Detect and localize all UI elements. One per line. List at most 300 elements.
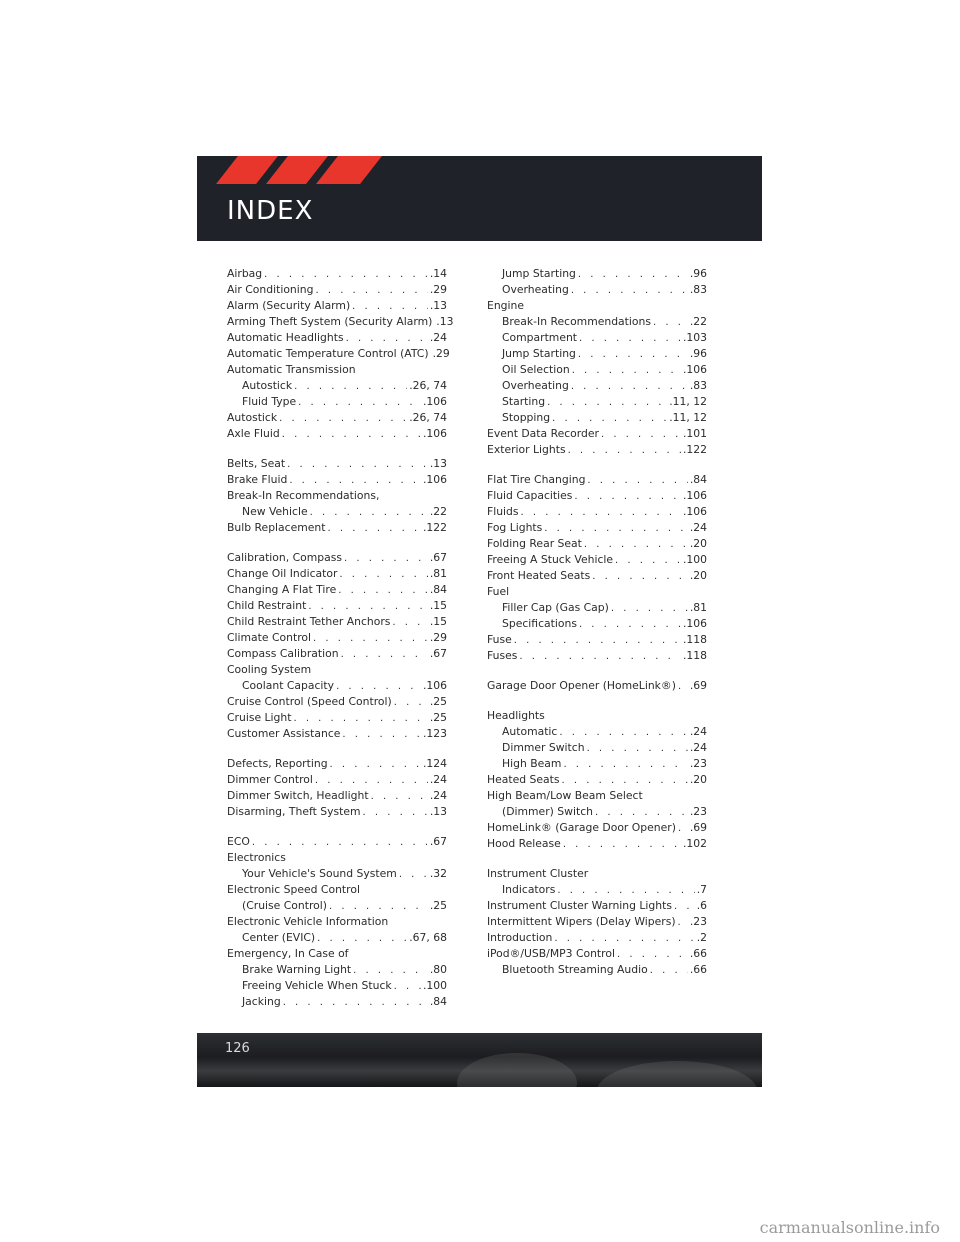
index-page-ref: .26, 74: [409, 411, 447, 424]
index-entry: [487, 330, 707, 346]
index-entry: [227, 550, 447, 566]
index-term: (Dimmer) Switch: [502, 805, 593, 818]
page-number: 126: [225, 1041, 250, 1056]
index-page-ref: .25: [429, 711, 447, 724]
dot-leader: [578, 347, 688, 363]
index-term: Garage Door Opener (HomeLink®): [487, 679, 676, 692]
index-entry: [487, 756, 707, 772]
index-term: Brake Warning Light: [242, 963, 352, 976]
dot-leader: [394, 695, 428, 711]
index-term: Introduction: [487, 931, 553, 944]
index-entry: [487, 442, 707, 458]
index-page-ref: .69: [689, 679, 707, 692]
dot-leader: [342, 727, 421, 743]
index-page-ref: .15: [429, 615, 447, 628]
index-term: Climate Control: [227, 631, 312, 644]
index-term: Electronic Speed Control: [227, 883, 360, 896]
watermark: carmanualsonline.info: [759, 1218, 940, 1237]
index-term: Axle Fluid: [227, 427, 280, 440]
index-page-ref: .25: [429, 899, 447, 912]
index-entry: [487, 708, 707, 724]
dot-leader: [615, 553, 681, 569]
index-page-ref: .22: [689, 315, 707, 328]
index-page-ref: .23: [689, 915, 707, 928]
index-page-ref: .67: [429, 551, 447, 564]
index-page-ref: .122: [682, 443, 707, 456]
index-entry: [227, 694, 447, 710]
dot-leader: [653, 315, 688, 331]
accent-stripe: [316, 156, 382, 184]
index-entry: [227, 410, 447, 426]
index-column-left: [227, 266, 454, 1010]
index-entry: [487, 836, 707, 852]
index-entry: [487, 472, 707, 488]
index-entry: [227, 930, 447, 946]
index-entry: [227, 834, 447, 850]
dot-leader: [352, 299, 428, 315]
dot-leader: [584, 537, 688, 553]
index-entry: [227, 772, 447, 788]
index-page-ref: .20: [689, 537, 707, 550]
index-term: Bulb Replacement: [227, 521, 326, 534]
dot-leader: [363, 805, 428, 821]
index-term: HomeLink® (Garage Door Opener): [487, 821, 676, 834]
index-entry: [487, 788, 707, 804]
index-entry: [227, 788, 447, 804]
index-entry: [487, 866, 707, 882]
dot-leader: [678, 915, 688, 931]
dot-leader: [674, 899, 695, 915]
index-entry: [487, 314, 707, 330]
index-term: Filler Cap (Gas Cap): [502, 601, 609, 614]
dot-leader: [578, 267, 688, 283]
dot-leader: [572, 363, 681, 379]
dot-leader: [521, 505, 681, 521]
index-term: Engine: [487, 299, 525, 312]
index-page-ref: .32: [429, 867, 447, 880]
index-entry: [487, 520, 707, 536]
index-term: Compass Calibration: [227, 647, 339, 660]
index-page-ref: .25: [429, 695, 447, 708]
index-entry: [227, 426, 447, 442]
index-page-ref: .106: [682, 617, 707, 630]
dot-leader: [346, 331, 428, 347]
index-page-ref: .106: [422, 473, 447, 486]
index-term: Indicators: [502, 883, 556, 896]
index-page-ref: .124: [422, 757, 447, 770]
index-term: Fluid Capacities: [487, 489, 573, 502]
index-entry: [227, 394, 447, 410]
index-term: Event Data Recorder: [487, 427, 599, 440]
index-page-ref: .26, 74: [409, 379, 447, 392]
index-entry: [227, 282, 447, 298]
index-entry: [487, 378, 707, 394]
dot-leader: [571, 379, 688, 395]
dot-leader: [298, 395, 421, 411]
index-entry: [487, 898, 707, 914]
index-entry: [227, 630, 447, 646]
index-term: Stopping: [502, 411, 551, 424]
index-page-ref: .81: [429, 567, 447, 580]
dot-leader: [579, 331, 681, 347]
index-term: Bluetooth Streaming Audio: [502, 963, 648, 976]
index-page-ref: .13: [429, 457, 447, 470]
dot-leader: [264, 267, 428, 283]
index-term: Autostick: [242, 379, 293, 392]
index-term: Automatic: [502, 725, 558, 738]
index-page-ref: .20: [689, 569, 707, 582]
index-entry: [227, 362, 447, 378]
footer-decoration: [597, 1061, 757, 1087]
index-entry: [227, 946, 447, 962]
index-term: Automatic Temperature Control (ATC): [227, 347, 429, 360]
index-entry: [227, 962, 447, 978]
index-page-ref: .67: [429, 647, 447, 660]
index-entry: [487, 504, 707, 520]
index-entry: [227, 314, 454, 330]
index-page-ref: .106: [682, 489, 707, 502]
index-term: Cooling System: [227, 663, 312, 676]
index-page-ref: .11, 12: [669, 411, 707, 424]
index-term: Air Conditioning: [227, 283, 314, 296]
index-entry: [487, 298, 707, 314]
index-page-ref: .29: [429, 631, 447, 644]
index-term: Overheating: [502, 283, 569, 296]
index-entry: [227, 472, 447, 488]
dot-leader: [562, 773, 688, 789]
dot-leader: [579, 617, 681, 633]
dot-leader: [601, 427, 681, 443]
index-entry: [487, 740, 707, 756]
index-term: Starting: [502, 395, 546, 408]
dot-leader: [519, 649, 681, 665]
index-entry: [227, 504, 447, 520]
index-page-ref: .102: [682, 837, 707, 850]
index-term: Defects, Reporting: [227, 757, 328, 770]
index-term: Fog Lights: [487, 521, 543, 534]
index-page-ref: .20: [689, 773, 707, 786]
index-page-ref: .100: [422, 979, 447, 992]
dot-leader: [294, 379, 407, 395]
dot-leader: [289, 473, 421, 489]
index-term: Coolant Capacity: [242, 679, 335, 692]
index-entry: [487, 678, 707, 694]
dot-leader: [587, 473, 687, 489]
dot-leader: [678, 821, 688, 837]
index-entry: [227, 662, 447, 678]
index-entry: [487, 882, 707, 898]
index-term: Compartment: [502, 331, 578, 344]
index-term: Electronic Vehicle Information: [227, 915, 389, 928]
index-term: Emergency, In Case of: [227, 947, 349, 960]
dot-leader: [338, 583, 428, 599]
index-term: Airbag: [227, 267, 263, 280]
index-term: Child Restraint Tether Anchors: [227, 615, 391, 628]
index-page-ref: .106: [422, 427, 447, 440]
index-term: Jump Starting: [502, 347, 576, 360]
index-entry: [227, 850, 447, 866]
dot-leader: [399, 867, 428, 883]
index-term: Child Restraint: [227, 599, 307, 612]
index-page-ref: .14: [429, 267, 447, 280]
index-term: Change Oil Indicator: [227, 567, 338, 580]
index-term: Headlights: [487, 709, 545, 722]
index-entry: [227, 488, 447, 504]
index-entry: [227, 582, 447, 598]
index-entry: [487, 552, 707, 568]
index-entry: [227, 330, 447, 346]
index-entry: [487, 946, 707, 962]
index-page-ref: .29: [432, 347, 450, 360]
index-term: Flat Tire Changing: [487, 473, 586, 486]
index-page-ref: .24: [429, 773, 447, 786]
dot-leader: [279, 411, 407, 427]
index-entry: [487, 488, 707, 504]
index-term: Hood Release: [487, 837, 561, 850]
index-term: Break-In Recommendations: [502, 315, 651, 328]
index-entry: [227, 726, 447, 742]
dot-leader: [611, 601, 688, 617]
index-entry: [487, 632, 707, 648]
index-entry: [227, 710, 447, 726]
dot-leader: [282, 427, 421, 443]
index-entry: [227, 456, 447, 472]
index-entry: [227, 598, 447, 614]
index-entry: [487, 394, 707, 410]
index-page-ref: .22: [429, 505, 447, 518]
index-term: Center (EVIC): [242, 931, 316, 944]
index-page-ref: .84: [429, 583, 447, 596]
index-entry: [227, 298, 447, 314]
index-term: High Beam: [502, 757, 562, 770]
dot-leader: [592, 569, 688, 585]
index-term: Freeing Vehicle When Stuck: [242, 979, 392, 992]
index-page-ref: .29: [429, 283, 447, 296]
dot-leader: [293, 711, 427, 727]
dot-leader: [252, 835, 428, 851]
index-entry: [487, 410, 707, 426]
dot-leader: [353, 963, 428, 979]
index-term: Belts, Seat: [227, 457, 286, 470]
index-page-ref: .67: [429, 835, 447, 848]
index-term: Your Vehicle's Sound System: [242, 867, 397, 880]
index-term: Exterior Lights: [487, 443, 566, 456]
index-entry: [487, 584, 707, 600]
index-page-ref: .106: [682, 505, 707, 518]
dot-leader: [559, 725, 687, 741]
dot-leader: [557, 883, 694, 899]
index-term: New Vehicle: [242, 505, 308, 518]
dot-leader: [339, 567, 427, 583]
index-entry: [227, 566, 447, 582]
index-term: Front Heated Seats: [487, 569, 591, 582]
dot-leader: [341, 647, 428, 663]
index-page-ref: .96: [689, 267, 707, 280]
index-page-ref: .81: [689, 601, 707, 614]
dot-leader: [327, 521, 420, 537]
index-entry: [487, 772, 707, 788]
index-page-ref: .69: [689, 821, 707, 834]
index-term: Automatic Transmission: [227, 363, 356, 376]
index-entry: [227, 678, 447, 694]
index-page-ref: .80: [429, 963, 447, 976]
dot-leader: [514, 633, 681, 649]
dot-leader: [587, 741, 688, 757]
index-page-ref: .83: [689, 379, 707, 392]
index-term: Cruise Light: [227, 711, 292, 724]
index-page-ref: .103: [682, 331, 707, 344]
index-entry: [487, 914, 707, 930]
index-term: Alarm (Security Alarm): [227, 299, 351, 312]
dot-leader: [329, 899, 428, 915]
index-page-ref: .83: [689, 283, 707, 296]
index-page-ref: .96: [689, 347, 707, 360]
index-entry: [487, 282, 707, 298]
index-entry: [227, 756, 447, 772]
index-page-ref: .11, 12: [669, 395, 707, 408]
index-term: Brake Fluid: [227, 473, 288, 486]
index-term: iPod®/USB/MP3 Control: [487, 947, 615, 960]
index-term: Customer Assistance: [227, 727, 341, 740]
index-term: Automatic Headlights: [227, 331, 344, 344]
index-entry: [227, 978, 447, 994]
index-entry: [227, 266, 447, 282]
index-term: Dimmer Switch: [502, 741, 585, 754]
index-page-ref: .101: [682, 427, 707, 440]
index-page-ref: .23: [689, 805, 707, 818]
index-page-ref: .13: [429, 299, 447, 312]
index-page-ref: .84: [429, 995, 447, 1008]
index-page-ref: .15: [429, 599, 447, 612]
index-entry: [227, 994, 447, 1010]
dot-leader: [317, 931, 407, 947]
index-entry: [487, 536, 707, 552]
index-entry: [227, 914, 447, 930]
index-term: (Cruise Control): [242, 899, 327, 912]
index-entry: [227, 882, 447, 898]
dot-leader: [552, 411, 667, 427]
index-entry: [487, 346, 707, 362]
index-page-ref: .66: [689, 947, 707, 960]
index-term: Fuse: [487, 633, 512, 646]
index-page-ref: .122: [422, 521, 447, 534]
index-page-ref: .23: [689, 757, 707, 770]
index-term: Dimmer Switch, Headlight: [227, 789, 369, 802]
index-entry: [227, 346, 450, 362]
index-page-ref: .13: [429, 805, 447, 818]
index-entry: [487, 266, 707, 282]
index-entry: [487, 804, 707, 820]
index-page-ref: .24: [689, 725, 707, 738]
dot-leader: [344, 551, 428, 567]
index-page-ref: .66: [689, 963, 707, 976]
index-term: Arming Theft System (Security Alarm): [227, 315, 433, 328]
index-page-ref: .2: [696, 931, 707, 944]
index-term: Heated Seats: [487, 773, 560, 786]
index-page-ref: .106: [422, 679, 447, 692]
index-term: Instrument Cluster Warning Lights: [487, 899, 672, 912]
index-page-ref: .106: [682, 363, 707, 376]
index-page-ref: .24: [689, 741, 707, 754]
index-page-ref: .6: [696, 899, 707, 912]
index-entry: [227, 866, 447, 882]
page-title: INDEX: [227, 196, 314, 226]
dot-leader: [315, 283, 427, 299]
index-entry: [227, 804, 447, 820]
index-term: Calibration, Compass: [227, 551, 342, 564]
index-page-ref: .24: [689, 521, 707, 534]
index-column-right: [487, 266, 707, 978]
index-term: Fuel: [487, 585, 510, 598]
index-term: Changing A Flat Tire: [227, 583, 337, 596]
index-entry: [487, 362, 707, 378]
index-term: Break-In Recommendations,: [227, 489, 380, 502]
index-term: Intermittent Wipers (Delay Wipers): [487, 915, 676, 928]
index-term: Oil Selection: [502, 363, 570, 376]
index-term: Instrument Cluster: [487, 867, 589, 880]
index-page-ref: .84: [689, 473, 707, 486]
dot-leader: [554, 931, 694, 947]
index-term: Disarming, Theft System: [227, 805, 361, 818]
index-page-ref: .24: [429, 789, 447, 802]
dot-leader: [563, 757, 687, 773]
index-entry: [487, 648, 707, 664]
dot-leader: [650, 963, 688, 979]
index-term: Overheating: [502, 379, 569, 392]
dot-leader: [563, 837, 681, 853]
dot-leader: [336, 679, 421, 695]
dot-leader: [315, 773, 428, 789]
index-page-ref: .7: [696, 883, 707, 896]
index-entry: [487, 930, 707, 946]
dot-leader: [308, 599, 428, 615]
index-page-ref: .123: [422, 727, 447, 740]
index-page-ref: .67, 68: [409, 931, 447, 944]
dot-leader: [544, 521, 688, 537]
header-band: [197, 156, 762, 241]
index-term: Cruise Control (Speed Control): [227, 695, 392, 708]
dot-leader: [371, 789, 428, 805]
index-term: Jacking: [242, 995, 281, 1008]
dot-leader: [310, 505, 428, 521]
index-term: Electronics: [227, 851, 286, 864]
index-page-ref: .13: [436, 315, 454, 328]
index-entry: [487, 616, 707, 632]
index-page-ref: .118: [682, 649, 707, 662]
dot-leader: [595, 805, 688, 821]
index-term: Fluids: [487, 505, 519, 518]
index-page-ref: .24: [429, 331, 447, 344]
dot-leader: [287, 457, 428, 473]
dot-leader: [568, 443, 681, 459]
dot-leader: [394, 979, 421, 995]
footer-decoration: [457, 1053, 577, 1087]
index-term: ECO: [227, 835, 250, 848]
dot-leader: [283, 995, 428, 1011]
index-entry: [227, 646, 447, 662]
index-term: Dimmer Control: [227, 773, 313, 786]
index-entry: [227, 520, 447, 536]
index-page-ref: .100: [682, 553, 707, 566]
dot-leader: [571, 283, 688, 299]
index-entry: [227, 378, 447, 394]
index-entry: [487, 820, 707, 836]
index-term: Jump Starting: [502, 267, 576, 280]
dot-leader: [313, 631, 428, 647]
index-page-ref: .106: [422, 395, 447, 408]
index-entry: [487, 724, 707, 740]
index-page-ref: .118: [682, 633, 707, 646]
